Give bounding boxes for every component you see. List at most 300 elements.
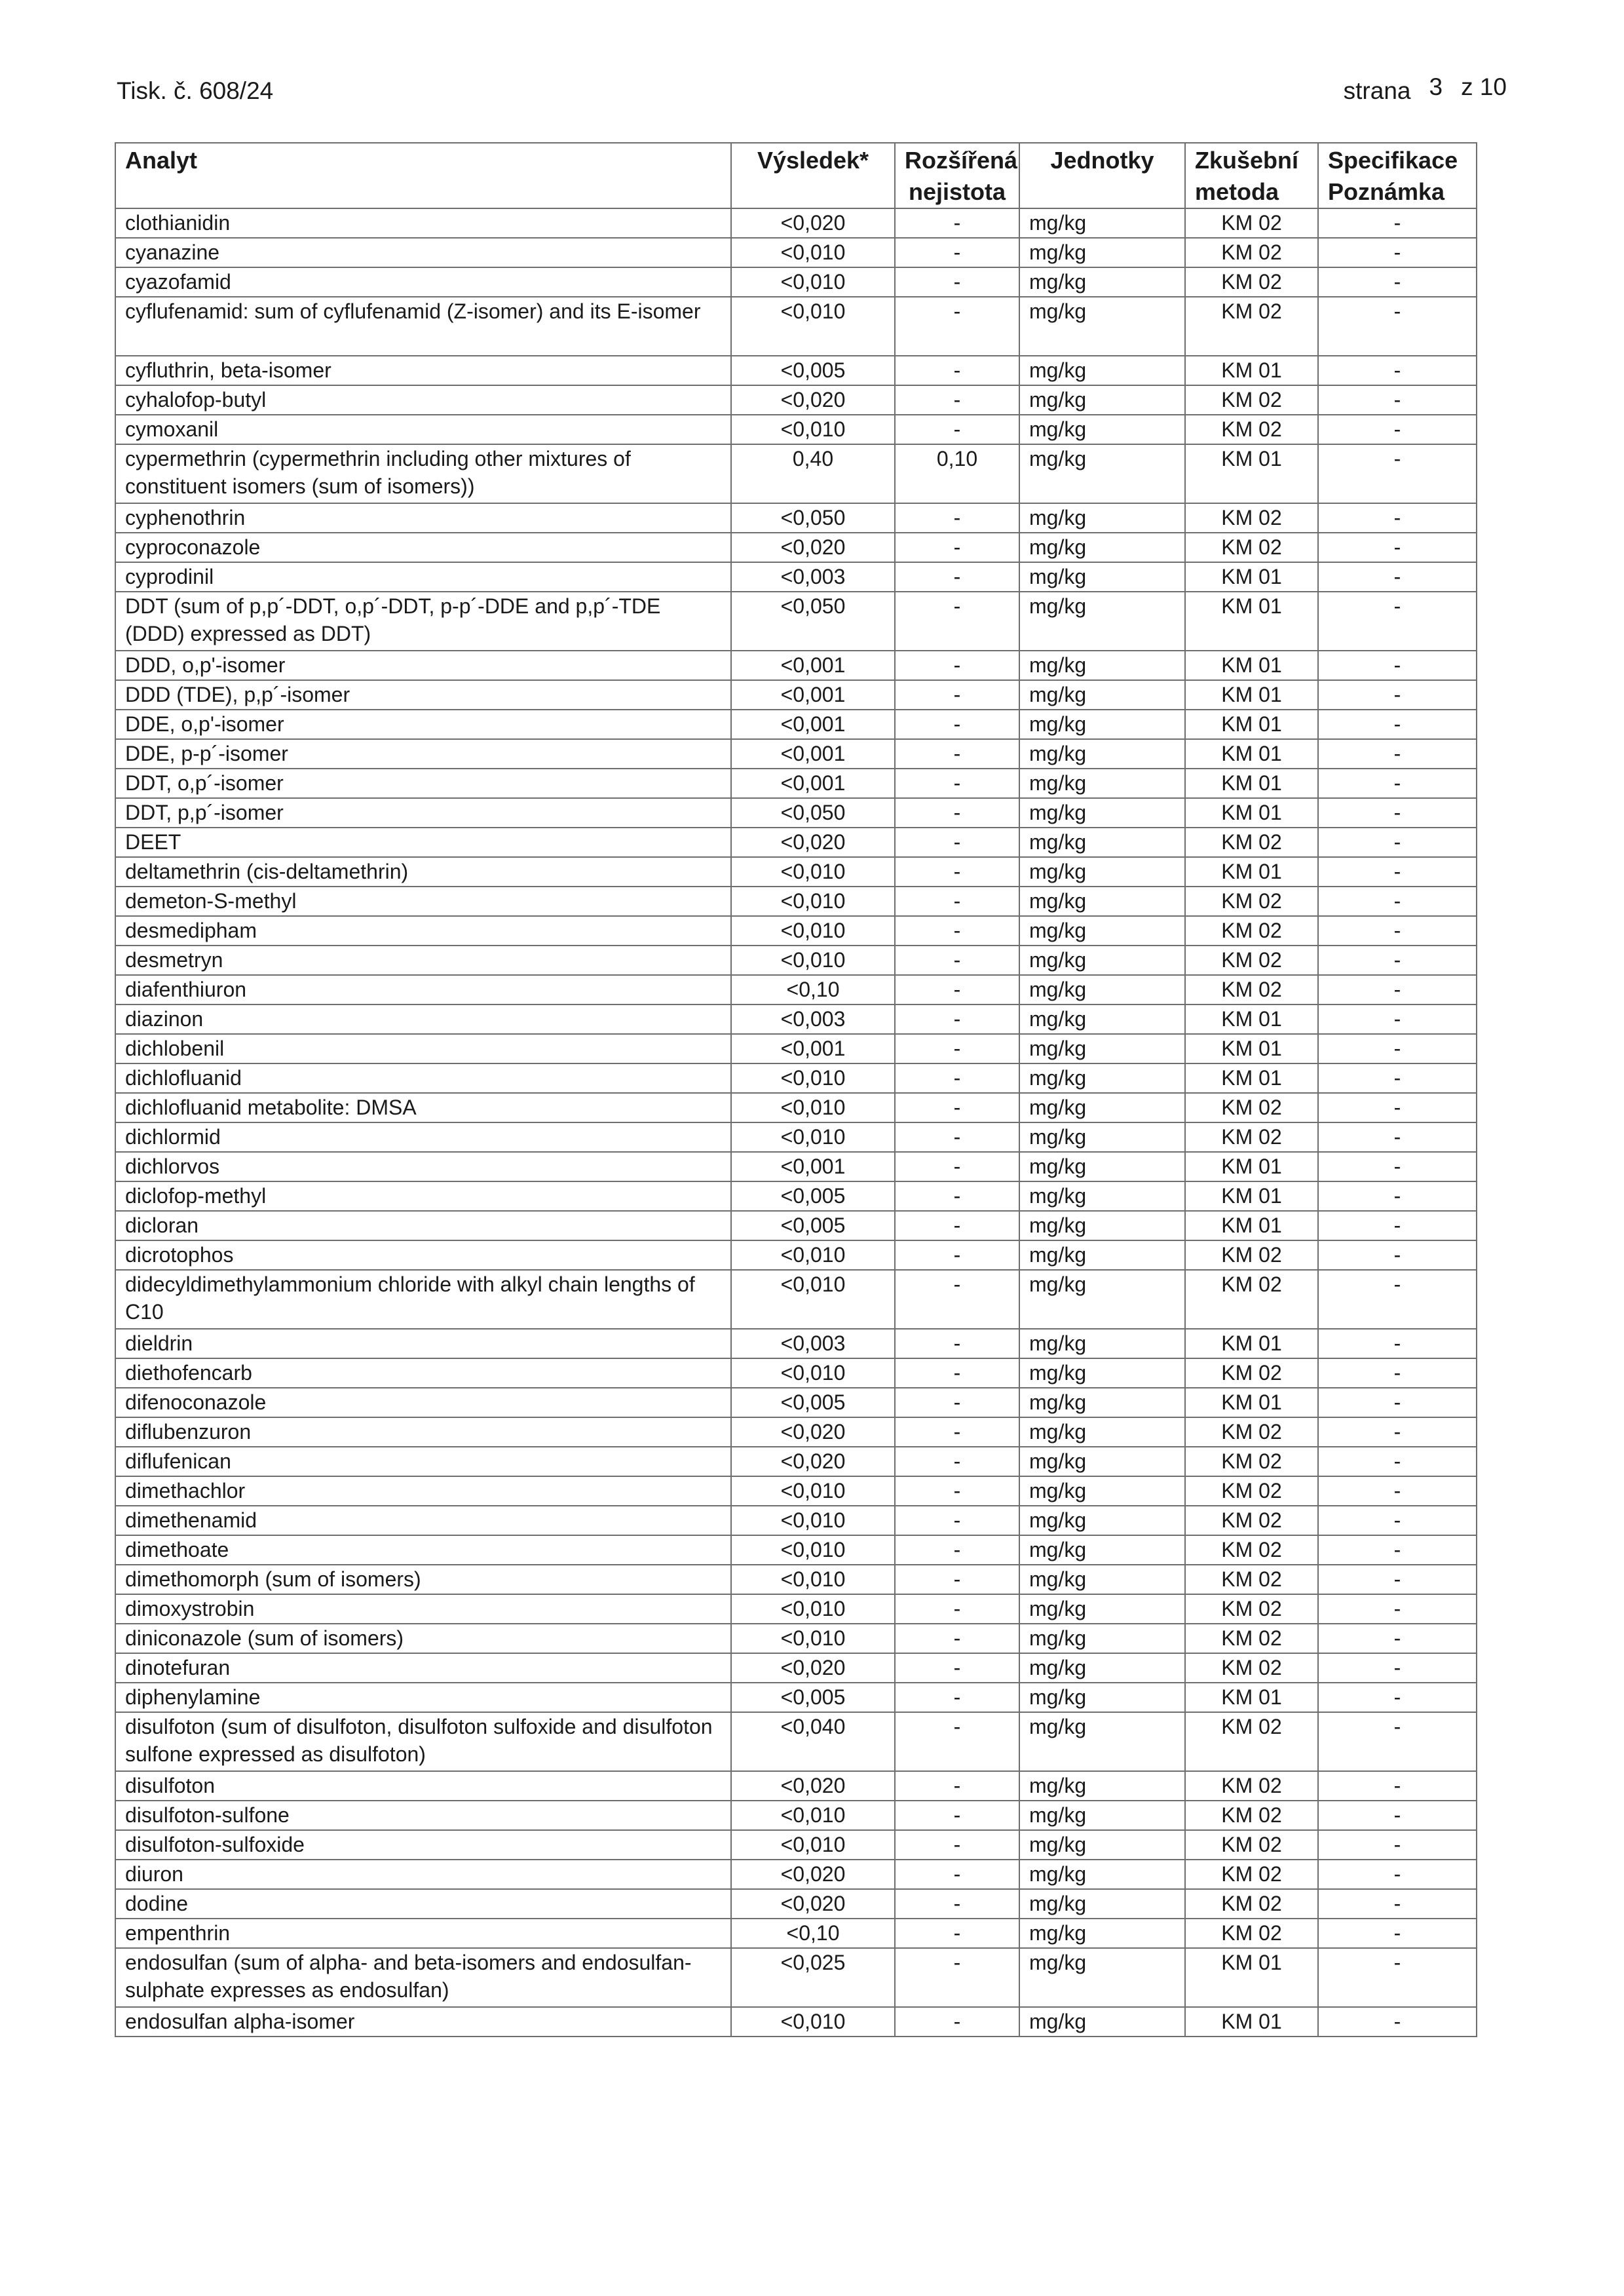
cell-note: -	[1318, 297, 1477, 356]
cell-uncertainty: -	[895, 1240, 1019, 1270]
cell-unit: mg/kg	[1019, 592, 1185, 651]
cell-method: KM 01	[1185, 2007, 1318, 2037]
header-line-1: Výsledek*	[757, 147, 869, 174]
cell-method: KM 01	[1185, 1181, 1318, 1211]
cell-analyt: cyanazine	[115, 238, 731, 267]
cell-analyt: diazinon	[115, 1004, 731, 1034]
table-row	[115, 1594, 1477, 1624]
cell-method: KM 02	[1185, 1122, 1318, 1152]
cell-result: <0,010	[731, 1063, 895, 1093]
cell-uncertainty: -	[895, 1034, 1019, 1063]
cell-method: KM 01	[1185, 769, 1318, 798]
cell-note: -	[1318, 1683, 1477, 1712]
table-row	[115, 1417, 1477, 1447]
table-row	[115, 1653, 1477, 1683]
cell-unit: mg/kg	[1019, 1801, 1185, 1830]
cell-note: -	[1318, 444, 1477, 503]
header-line-1: Analyt	[125, 147, 198, 174]
cell-analyt: dichlormid	[115, 1122, 731, 1152]
cell-result: <0,020	[731, 385, 895, 415]
cell-result: <0,005	[731, 1683, 895, 1712]
cell-result: <0,050	[731, 592, 895, 651]
cell-analyt: diflufenican	[115, 1447, 731, 1476]
cell-note: -	[1318, 651, 1477, 680]
table-row	[115, 739, 1477, 769]
cell-analyt: desmedipham	[115, 916, 731, 946]
cell-result: <0,003	[731, 1329, 895, 1358]
cell-method: KM 01	[1185, 356, 1318, 385]
table-row	[115, 1447, 1477, 1476]
cell-method: KM 01	[1185, 1063, 1318, 1093]
table-row	[115, 267, 1477, 297]
cell-method: KM 02	[1185, 1712, 1318, 1771]
cell-uncertainty: -	[895, 1771, 1019, 1801]
cell-uncertainty: -	[895, 415, 1019, 444]
cell-method: KM 02	[1185, 887, 1318, 916]
table-row	[115, 297, 1477, 356]
cell-analyt: endosulfan alpha-isomer	[115, 2007, 731, 2037]
cell-analyt: cyprodinil	[115, 562, 731, 592]
cell-uncertainty: -	[895, 710, 1019, 739]
cell-result: <0,003	[731, 1004, 895, 1034]
cell-note: -	[1318, 503, 1477, 533]
cell-unit: mg/kg	[1019, 385, 1185, 415]
cell-method: KM 02	[1185, 1093, 1318, 1122]
cell-unit: mg/kg	[1019, 1476, 1185, 1506]
table-row	[115, 1506, 1477, 1535]
cell-uncertainty: -	[895, 1683, 1019, 1712]
cell-uncertainty: -	[895, 916, 1019, 946]
cell-unit: mg/kg	[1019, 1889, 1185, 1919]
cell-analyt: dichlofluanid	[115, 1063, 731, 1093]
cell-result: <0,010	[731, 1506, 895, 1535]
column-header-result	[731, 143, 895, 208]
cell-note: -	[1318, 798, 1477, 828]
page-total: z 10	[1461, 73, 1507, 100]
cell-note: -	[1318, 1270, 1477, 1329]
cell-method: KM 02	[1185, 385, 1318, 415]
cell-result: <0,010	[731, 1535, 895, 1565]
cell-analyt: DDT (sum of p,p´-DDT, o,p´-DDT, p-p´-DDE and p,p´-TDE (DDD) expressed as DDT)	[115, 592, 731, 651]
cell-result: <0,010	[731, 1801, 895, 1830]
cell-analyt: cyfluthrin, beta-isomer	[115, 356, 731, 385]
cell-note: -	[1318, 769, 1477, 798]
cell-result: <0,005	[731, 356, 895, 385]
cell-method: KM 02	[1185, 415, 1318, 444]
cell-method: KM 01	[1185, 710, 1318, 739]
cell-analyt: disulfoton	[115, 1771, 731, 1801]
cell-result: <0,020	[731, 208, 895, 238]
cell-analyt: DDD, o,p'-isomer	[115, 651, 731, 680]
cell-uncertainty: -	[895, 1653, 1019, 1683]
cell-uncertainty: -	[895, 1270, 1019, 1329]
cell-result: <0,010	[731, 2007, 895, 2037]
cell-method: KM 02	[1185, 208, 1318, 238]
cell-note: -	[1318, 2007, 1477, 2037]
cell-note: -	[1318, 208, 1477, 238]
cell-note: -	[1318, 1063, 1477, 1093]
cell-note: -	[1318, 1801, 1477, 1830]
table-row	[115, 1476, 1477, 1506]
cell-method: KM 02	[1185, 1653, 1318, 1683]
cell-note: -	[1318, 1506, 1477, 1535]
table-row	[115, 1063, 1477, 1093]
cell-analyt: diniconazole (sum of isomers)	[115, 1624, 731, 1653]
cell-method: KM 02	[1185, 1801, 1318, 1830]
table-row	[115, 916, 1477, 946]
cell-note: -	[1318, 1830, 1477, 1860]
table-row	[115, 1771, 1477, 1801]
cell-note: -	[1318, 415, 1477, 444]
cell-uncertainty: -	[895, 1122, 1019, 1152]
table-header-row	[115, 143, 1477, 208]
cell-unit: mg/kg	[1019, 297, 1185, 356]
table-row	[115, 857, 1477, 887]
table-row	[115, 1034, 1477, 1063]
cell-note: -	[1318, 1919, 1477, 1948]
cell-note: -	[1318, 857, 1477, 887]
cell-uncertainty: -	[895, 238, 1019, 267]
cell-unit: mg/kg	[1019, 1653, 1185, 1683]
cell-uncertainty: -	[895, 1624, 1019, 1653]
cell-method: KM 01	[1185, 857, 1318, 887]
cell-method: KM 02	[1185, 1270, 1318, 1329]
cell-note: -	[1318, 1034, 1477, 1063]
cell-uncertainty: -	[895, 739, 1019, 769]
cell-note: -	[1318, 1388, 1477, 1417]
table-row	[115, 1093, 1477, 1122]
cell-analyt: dichlorvos	[115, 1152, 731, 1181]
table-row	[115, 1565, 1477, 1594]
cell-result: <0,020	[731, 1447, 895, 1476]
cell-method: KM 02	[1185, 1358, 1318, 1388]
cell-analyt: DDD (TDE), p,p´-isomer	[115, 680, 731, 710]
table-row	[115, 1152, 1477, 1181]
cell-method: KM 01	[1185, 739, 1318, 769]
cell-result: <0,001	[731, 680, 895, 710]
column-header-analyt	[115, 143, 731, 208]
cell-note: -	[1318, 1122, 1477, 1152]
cell-result: <0,005	[731, 1181, 895, 1211]
cell-note: -	[1318, 1860, 1477, 1889]
cell-uncertainty: -	[895, 1860, 1019, 1889]
cell-uncertainty: -	[895, 1919, 1019, 1948]
cell-analyt: empenthrin	[115, 1919, 731, 1948]
cell-result: <0,10	[731, 975, 895, 1004]
cell-result: <0,010	[731, 267, 895, 297]
cell-uncertainty: -	[895, 887, 1019, 916]
cell-unit: mg/kg	[1019, 1565, 1185, 1594]
column-header-method	[1185, 143, 1318, 208]
cell-method: KM 02	[1185, 1417, 1318, 1447]
cell-method: KM 01	[1185, 798, 1318, 828]
table-row	[115, 415, 1477, 444]
cell-unit: mg/kg	[1019, 798, 1185, 828]
cell-analyt: diuron	[115, 1860, 731, 1889]
cell-uncertainty: -	[895, 1535, 1019, 1565]
table-row	[115, 444, 1477, 503]
cell-result: <0,010	[731, 238, 895, 267]
cell-result: 0,40	[731, 444, 895, 503]
cell-analyt: cyproconazole	[115, 533, 731, 562]
cell-note: -	[1318, 946, 1477, 975]
cell-method: KM 02	[1185, 828, 1318, 857]
cell-uncertainty: -	[895, 798, 1019, 828]
cell-result: <0,003	[731, 562, 895, 592]
cell-uncertainty: -	[895, 1948, 1019, 2007]
cell-result: <0,010	[731, 1093, 895, 1122]
cell-analyt: demeton-S-methyl	[115, 887, 731, 916]
cell-unit: mg/kg	[1019, 503, 1185, 533]
table-row	[115, 798, 1477, 828]
cell-method: KM 01	[1185, 1004, 1318, 1034]
cell-uncertainty: -	[895, 1388, 1019, 1417]
cell-uncertainty: -	[895, 1329, 1019, 1358]
cell-result: <0,001	[731, 1034, 895, 1063]
cell-uncertainty: -	[895, 1447, 1019, 1476]
cell-result: <0,010	[731, 1358, 895, 1388]
cell-result: <0,010	[731, 1240, 895, 1270]
table-row	[115, 592, 1477, 651]
cell-analyt: dimethenamid	[115, 1506, 731, 1535]
cell-unit: mg/kg	[1019, 1004, 1185, 1034]
cell-method: KM 01	[1185, 1211, 1318, 1240]
cell-result: <0,010	[731, 1122, 895, 1152]
cell-method: KM 02	[1185, 533, 1318, 562]
cell-analyt: diethofencarb	[115, 1358, 731, 1388]
table-row	[115, 1624, 1477, 1653]
cell-analyt: desmetryn	[115, 946, 731, 975]
cell-note: -	[1318, 1004, 1477, 1034]
cell-note: -	[1318, 592, 1477, 651]
cell-method: KM 01	[1185, 651, 1318, 680]
cell-unit: mg/kg	[1019, 356, 1185, 385]
cell-analyt: DDT, p,p´-isomer	[115, 798, 731, 828]
cell-analyt: cypermethrin (cypermethrin including other mixtures of constituent isomers (sum of isomers))	[115, 444, 731, 503]
cell-result: <0,020	[731, 828, 895, 857]
cell-result: <0,10	[731, 1919, 895, 1948]
cell-method: KM 02	[1185, 1594, 1318, 1624]
table-row	[115, 533, 1477, 562]
cell-analyt: disulfoton-sulfoxide	[115, 1830, 731, 1860]
cell-analyt: dimethomorph (sum of isomers)	[115, 1565, 731, 1594]
table-row	[115, 1004, 1477, 1034]
cell-unit: mg/kg	[1019, 739, 1185, 769]
cell-result: <0,025	[731, 1948, 895, 2007]
cell-note: -	[1318, 1093, 1477, 1122]
table-row	[115, 1535, 1477, 1565]
header-line-1: Rozšířená	[905, 147, 1018, 174]
cell-analyt: DDT, o,p´-isomer	[115, 769, 731, 798]
cell-analyt: diflubenzuron	[115, 1417, 731, 1447]
cell-note: -	[1318, 739, 1477, 769]
cell-uncertainty: -	[895, 769, 1019, 798]
cell-unit: mg/kg	[1019, 887, 1185, 916]
cell-method: KM 01	[1185, 1388, 1318, 1417]
cell-result: <0,010	[731, 857, 895, 887]
cell-analyt: diphenylamine	[115, 1683, 731, 1712]
cell-result: <0,010	[731, 946, 895, 975]
cell-note: -	[1318, 385, 1477, 415]
cell-analyt: deltamethrin (cis-deltamethrin)	[115, 857, 731, 887]
cell-uncertainty: -	[895, 1712, 1019, 1771]
cell-uncertainty: -	[895, 651, 1019, 680]
cell-uncertainty: -	[895, 1801, 1019, 1830]
cell-note: -	[1318, 1447, 1477, 1476]
cell-result: <0,001	[731, 739, 895, 769]
cell-analyt: cyflufenamid: sum of cyflufenamid (Z-isomer) and its E-isomer	[115, 297, 731, 356]
cell-uncertainty: -	[895, 208, 1019, 238]
cell-unit: mg/kg	[1019, 1712, 1185, 1771]
cell-note: -	[1318, 1771, 1477, 1801]
cell-method: KM 02	[1185, 1447, 1318, 1476]
table-row	[115, 1801, 1477, 1830]
cell-uncertainty: -	[895, 533, 1019, 562]
cell-result: <0,020	[731, 1771, 895, 1801]
cell-analyt: dodine	[115, 1889, 731, 1919]
cell-note: -	[1318, 533, 1477, 562]
cell-unit: mg/kg	[1019, 710, 1185, 739]
cell-unit: mg/kg	[1019, 1181, 1185, 1211]
cell-analyt: dimethachlor	[115, 1476, 731, 1506]
header-line-2: Poznámka	[1328, 178, 1445, 205]
cell-unit: mg/kg	[1019, 1329, 1185, 1358]
cell-result: <0,020	[731, 1653, 895, 1683]
header-line-1: Zkušební	[1195, 147, 1299, 174]
cell-note: -	[1318, 828, 1477, 857]
cell-unit: mg/kg	[1019, 1860, 1185, 1889]
cell-method: KM 01	[1185, 1152, 1318, 1181]
cell-unit: mg/kg	[1019, 1417, 1185, 1447]
cell-result: <0,010	[731, 1565, 895, 1594]
cell-uncertainty: -	[895, 1063, 1019, 1093]
cell-result: <0,001	[731, 710, 895, 739]
cell-result: <0,001	[731, 651, 895, 680]
column-header-note	[1318, 143, 1477, 208]
cell-analyt: dichlobenil	[115, 1034, 731, 1063]
cell-analyt: clothianidin	[115, 208, 731, 238]
cell-unit: mg/kg	[1019, 415, 1185, 444]
table-row	[115, 2007, 1477, 2037]
cell-unit: mg/kg	[1019, 1624, 1185, 1653]
cell-method: KM 01	[1185, 1329, 1318, 1358]
cell-uncertainty: -	[895, 1594, 1019, 1624]
cell-note: -	[1318, 1240, 1477, 1270]
cell-unit: mg/kg	[1019, 828, 1185, 857]
cell-method: KM 02	[1185, 975, 1318, 1004]
table-row	[115, 1683, 1477, 1712]
table-row	[115, 208, 1477, 238]
cell-method: KM 02	[1185, 503, 1318, 533]
table-row	[115, 769, 1477, 798]
table-row	[115, 1889, 1477, 1919]
cell-analyt: disulfoton-sulfone	[115, 1801, 731, 1830]
cell-result: <0,010	[731, 1270, 895, 1329]
header-line-1: Specifikace	[1328, 147, 1458, 174]
cell-result: <0,010	[731, 1476, 895, 1506]
table-row	[115, 1388, 1477, 1417]
cell-method: KM 01	[1185, 592, 1318, 651]
cell-method: KM 02	[1185, 1771, 1318, 1801]
table-row	[115, 1270, 1477, 1329]
cell-method: KM 02	[1185, 946, 1318, 975]
cell-unit: mg/kg	[1019, 1034, 1185, 1063]
table-body	[115, 208, 1477, 2037]
cell-uncertainty: -	[895, 1181, 1019, 1211]
cell-unit: mg/kg	[1019, 1093, 1185, 1122]
table-row	[115, 1860, 1477, 1889]
cell-note: -	[1318, 267, 1477, 297]
column-header-uncertainty	[895, 143, 1019, 208]
cell-uncertainty: -	[895, 1830, 1019, 1860]
cell-analyt: dimoxystrobin	[115, 1594, 731, 1624]
cell-analyt: difenoconazole	[115, 1388, 731, 1417]
cell-unit: mg/kg	[1019, 651, 1185, 680]
cell-analyt: cyphenothrin	[115, 503, 731, 533]
cell-uncertainty: -	[895, 297, 1019, 356]
cell-result: <0,010	[731, 1594, 895, 1624]
cell-unit: mg/kg	[1019, 1771, 1185, 1801]
cell-uncertainty: -	[895, 975, 1019, 1004]
cell-result: <0,020	[731, 1417, 895, 1447]
cell-uncertainty: -	[895, 267, 1019, 297]
table-row	[115, 1329, 1477, 1358]
cell-analyt: dichlofluanid metabolite: DMSA	[115, 1093, 731, 1122]
header-line-1: Jednotky	[1050, 147, 1154, 174]
results-table	[115, 142, 1477, 2037]
cell-method: KM 01	[1185, 444, 1318, 503]
cell-unit: mg/kg	[1019, 267, 1185, 297]
cell-result: <0,010	[731, 916, 895, 946]
cell-unit: mg/kg	[1019, 1152, 1185, 1181]
page-label: strana	[1343, 77, 1411, 104]
cell-note: -	[1318, 1594, 1477, 1624]
cell-uncertainty: -	[895, 828, 1019, 857]
cell-result: <0,010	[731, 415, 895, 444]
cell-uncertainty: -	[895, 1152, 1019, 1181]
cell-method: KM 02	[1185, 1535, 1318, 1565]
cell-unit: mg/kg	[1019, 1683, 1185, 1712]
cell-unit: mg/kg	[1019, 769, 1185, 798]
cell-note: -	[1318, 680, 1477, 710]
table-row	[115, 1358, 1477, 1388]
cell-method: KM 02	[1185, 916, 1318, 946]
document-reference: Tisk. č. 608/24	[117, 77, 274, 104]
cell-result: <0,001	[731, 1152, 895, 1181]
cell-uncertainty: -	[895, 503, 1019, 533]
cell-method: KM 02	[1185, 1240, 1318, 1270]
cell-unit: mg/kg	[1019, 1594, 1185, 1624]
cell-note: -	[1318, 1565, 1477, 1594]
cell-result: <0,005	[731, 1211, 895, 1240]
cell-uncertainty: -	[895, 1004, 1019, 1034]
cell-uncertainty: -	[895, 680, 1019, 710]
cell-note: -	[1318, 1417, 1477, 1447]
cell-result: <0,020	[731, 533, 895, 562]
cell-method: KM 02	[1185, 1624, 1318, 1653]
cell-uncertainty: -	[895, 1565, 1019, 1594]
table-row	[115, 562, 1477, 592]
cell-analyt: dimethoate	[115, 1535, 731, 1565]
cell-method: KM 02	[1185, 1919, 1318, 1948]
cell-analyt: DEET	[115, 828, 731, 857]
cell-unit: mg/kg	[1019, 1358, 1185, 1388]
table-row	[115, 385, 1477, 415]
table-row	[115, 828, 1477, 857]
cell-method: KM 02	[1185, 1565, 1318, 1594]
table-row	[115, 238, 1477, 267]
cell-unit: mg/kg	[1019, 946, 1185, 975]
